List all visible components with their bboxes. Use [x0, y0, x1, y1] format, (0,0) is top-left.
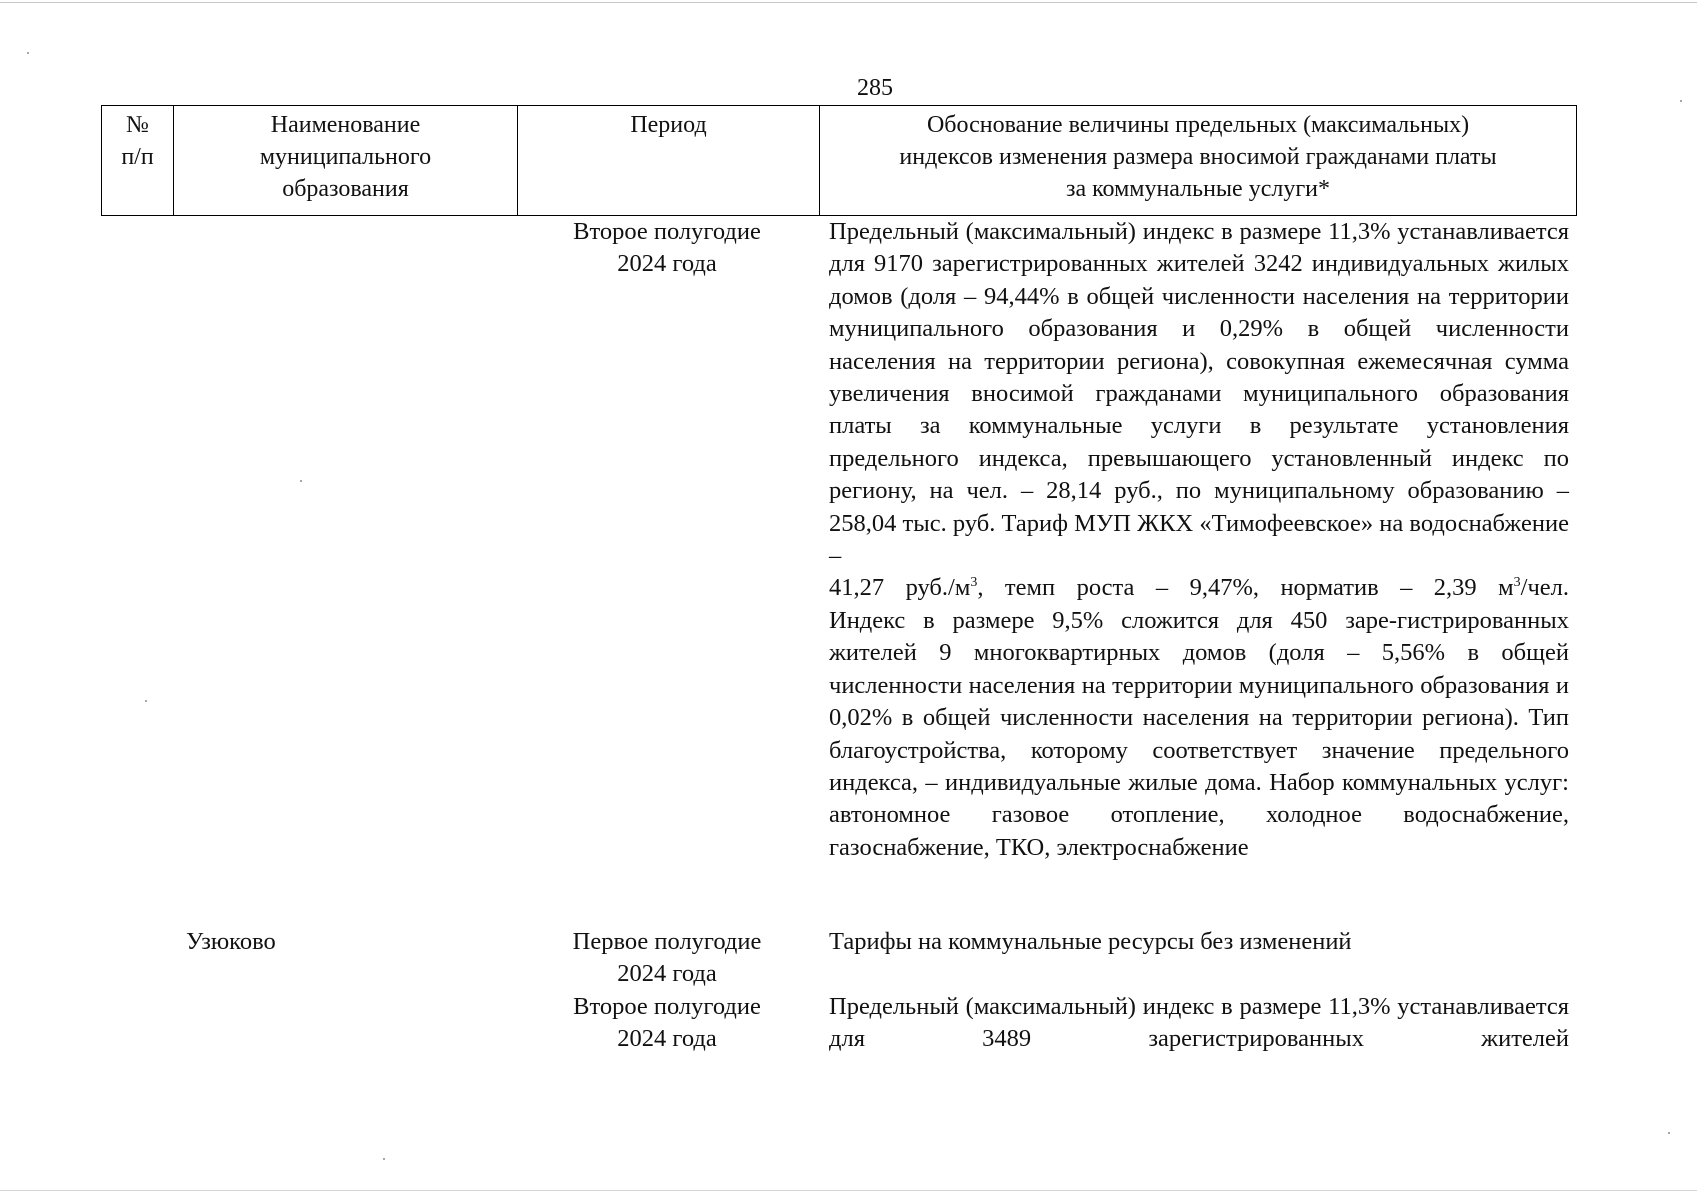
header-cell-number: № п/п: [102, 106, 174, 216]
superscript-3: 3: [1513, 575, 1521, 591]
header-cell-municipality: Наименование муниципального образования: [174, 106, 518, 216]
scan-edge-bottom: [0, 1190, 1697, 1191]
row-3-justification: [829, 991, 1569, 1056]
growth-rate-text: , темп роста – 9,47%, норматив – 2,39 м: [977, 574, 1514, 602]
row-3-justification-text: Предельный (максимальный) индекс в размере 11,3% устанавливается для 3489 зарегистрированных жителей: [829, 993, 1569, 1053]
scan-speck: [1668, 1132, 1670, 1134]
scan-speck: [27, 52, 29, 54]
header-cell-period: Период: [518, 106, 820, 216]
row-1-justification-part-b: [829, 572, 1569, 604]
table-header: [101, 105, 1577, 216]
scan-edge-top: [0, 2, 1697, 3]
scan-speck: [383, 1158, 385, 1160]
row-2-justification: Тарифы на коммунальные ресурсы без изменений: [829, 928, 1352, 955]
row-3-period: Второе полугодие 2024 года: [573, 993, 761, 1053]
row-1-period: Второе полугодие 2024 года: [573, 218, 761, 278]
scan-speck: [1680, 100, 1682, 102]
row-1-justification-part-c: Индекс в размере 9,5% сложится для 450 заре-гистрированных жителей 9 многоквартирных домов (доля – 5,56% в общей численности населения на территории муниципального образования и 0,02% в общей численности населения на территории региона). Тип благоустройства, которому соответствует значение предельного индекса, – индивидуальные жилые дома. Набор коммунальных услуг: автономное газовое отопление, холодное водоснабжение, газоснабжение, ТКО, электроснабжение: [829, 606, 1569, 861]
tariff-value: 41,27 руб./м: [829, 574, 971, 602]
row-1-justification: [829, 216, 1569, 864]
header-cell-justification: Обоснование величины предельных (максимальных) индексов изменения размера вносимой гражданами платы за коммунальные услуги*: [820, 106, 1577, 216]
page-number: 285: [857, 75, 893, 101]
scan-speck: [300, 480, 302, 482]
norm-unit-text: /чел.: [1520, 574, 1569, 602]
table-header-row: [102, 106, 1577, 216]
scan-speck: [145, 700, 147, 702]
row-2-municipality: Узюково: [186, 928, 276, 955]
row-1-justification-part-a: Предельный (максимальный) индекс в размере 11,3% устанавливается для 9170 зарегистрированных жителей 3242 индивидуальных жилых домов (доля – 94,44% в общей численности населения на территории муниципального образования и 0,29% в общей численности населения на территории региона), совокупная ежемесячная сумма увеличения вносимой гражданами муниципального образования платы за коммунальные услуги в результате установления предельного индекса, превышающего установленный индекс по региону, на чел. – 28,14 руб., по муниципальному образованию – 258,04 тыс. руб. Тариф МУП ЖКХ «Тимофеевское» на водоснабжение –: [829, 218, 1569, 570]
row-2-period: Первое полугодие 2024 года: [572, 928, 762, 988]
superscript-3: 3: [970, 575, 978, 591]
